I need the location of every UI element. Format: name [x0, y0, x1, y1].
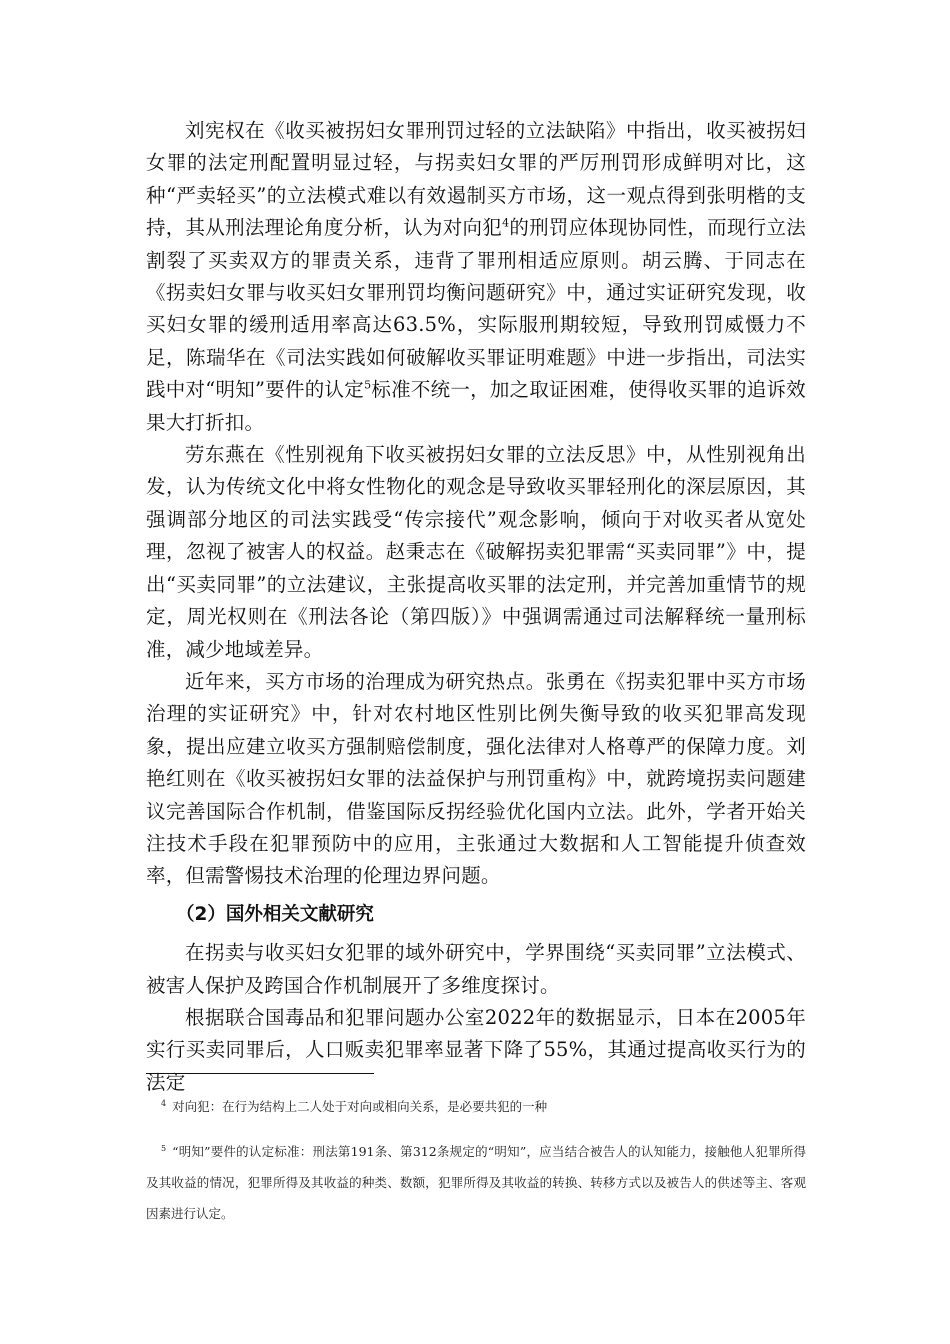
paragraph-text: 刘宪权在《收买被拐妇女罪刑罚过轻的立法缺陷》中指出，收买被拐妇女罪的法定刑配置明显过轻，与拐卖妇女罪的严厉刑罚形成鲜明对比，这种“严卖轻买”的立法模式难以有效遏制买方市场，这一观点得到张明楷的支持，其从刑法理论角度分析，认为对向犯 [146, 119, 806, 240]
footnote-marker: 5 [161, 1143, 167, 1153]
footnote-4 [146, 1091, 806, 1122]
footnote-text: “明知”要件的认定标准：刑法第191条、第312条规定的“明知”，应当结合被告人的认知能力，接触他人犯罪所得及其收益的情况，犯罪所得及其收益的种类、数额，犯罪所得及其收益的转换、转移方式以及被告人的供述等主、客观因素进行认定。 [146, 1144, 806, 1221]
paragraph-lao-dongyan: 劳东燕在《性别视角下收买被拐妇女罪的立法反思》中，从性别视角出发，认为传统文化中将女性物化的观念是导致收买罪轻刑化的深层原因，其强调部分地区的司法实践受“传宗接代”观念影响，倾向于对收买者从宽处理，忽视了被害人的权益。赵秉志在《破解拐卖犯罪需“买卖同罪”》中，提出“买卖同罪”的立法建议，主张提高收买罪的法定刑，并完善加重情节的规定，周光权则在《刑法各论（第四版）》中强调需通过司法解释统一量刑标准，减少地域差异。 [146, 443, 806, 661]
section-heading: （2）国外相关文献研究 [176, 903, 374, 925]
footnote-5 [146, 1136, 806, 1229]
paragraph-text: 的刑罚应体现协同性，而现行立法割裂了买卖双方的罪责关系，违背了罪刑相适应原则。胡云腾、于同志在《拐卖妇女罪与收买妇女罪刑罚均衡问题研究》中，通过实证研究发现，收买妇女罪的缓刑适用率高达63.5%，实际服刑期较短，导致刑罚威慑力不足，陈瑞华在《司法实践如何破解收买罪证明难题》中进一步指出，司法实践中对“明知”要件的认定 [146, 216, 806, 402]
footnote-ref-4[interactable]: 4 [502, 216, 510, 230]
paragraph-foreign-research: 在拐卖与收买妇女犯罪的域外研究中，学界围绕“买卖同罪”立法模式、被害人保护及跨国合作机制展开了多维度探讨。 [146, 941, 806, 997]
footnote-ref-5[interactable]: 5 [364, 378, 372, 392]
main-body [146, 115, 806, 1099]
footnotes [146, 1091, 806, 1243]
paragraph-text: 标准不统一，加之取证困难，使得收买罪的追诉效果大打折扣。 [146, 378, 806, 434]
paragraph-unodc-data: 根据联合国毒品和犯罪问题办公室2022年的数据显示，日本在2005年实行买卖同罪后，人口贩卖犯罪率显著下降了55%，其通过提高收买行为的法定 [146, 1005, 806, 1094]
footnote-separator [146, 1073, 374, 1074]
paragraph-liu-xianquan [146, 115, 806, 439]
paragraph-buyer-market: 近年来，买方市场的治理成为研究热点。张勇在《拐卖犯罪中买方市场治理的实证研究》中，针对农村地区性别比例失衡导致的收买犯罪高发现象，提出应建立收买方强制赔偿制度，强化法律对人格尊严的保障力度。刘艳红则在《收买被拐妇女罪的法益保护与刑罚重构》中，就跨境拐卖问题建议完善国际合作机制，借鉴国际反拐经验优化国内立法。此外，学者开始关注技术手段在犯罪预防中的应用，主张通过大数据和人工智能提升侦查效率，但需警惕技术治理的伦理边界问题。 [146, 669, 806, 888]
footnote-marker: 4 [161, 1098, 167, 1108]
footnote-text: 对向犯：在行为结构上二人处于对向或相向关系，是必要共犯的一种 [172, 1099, 548, 1114]
